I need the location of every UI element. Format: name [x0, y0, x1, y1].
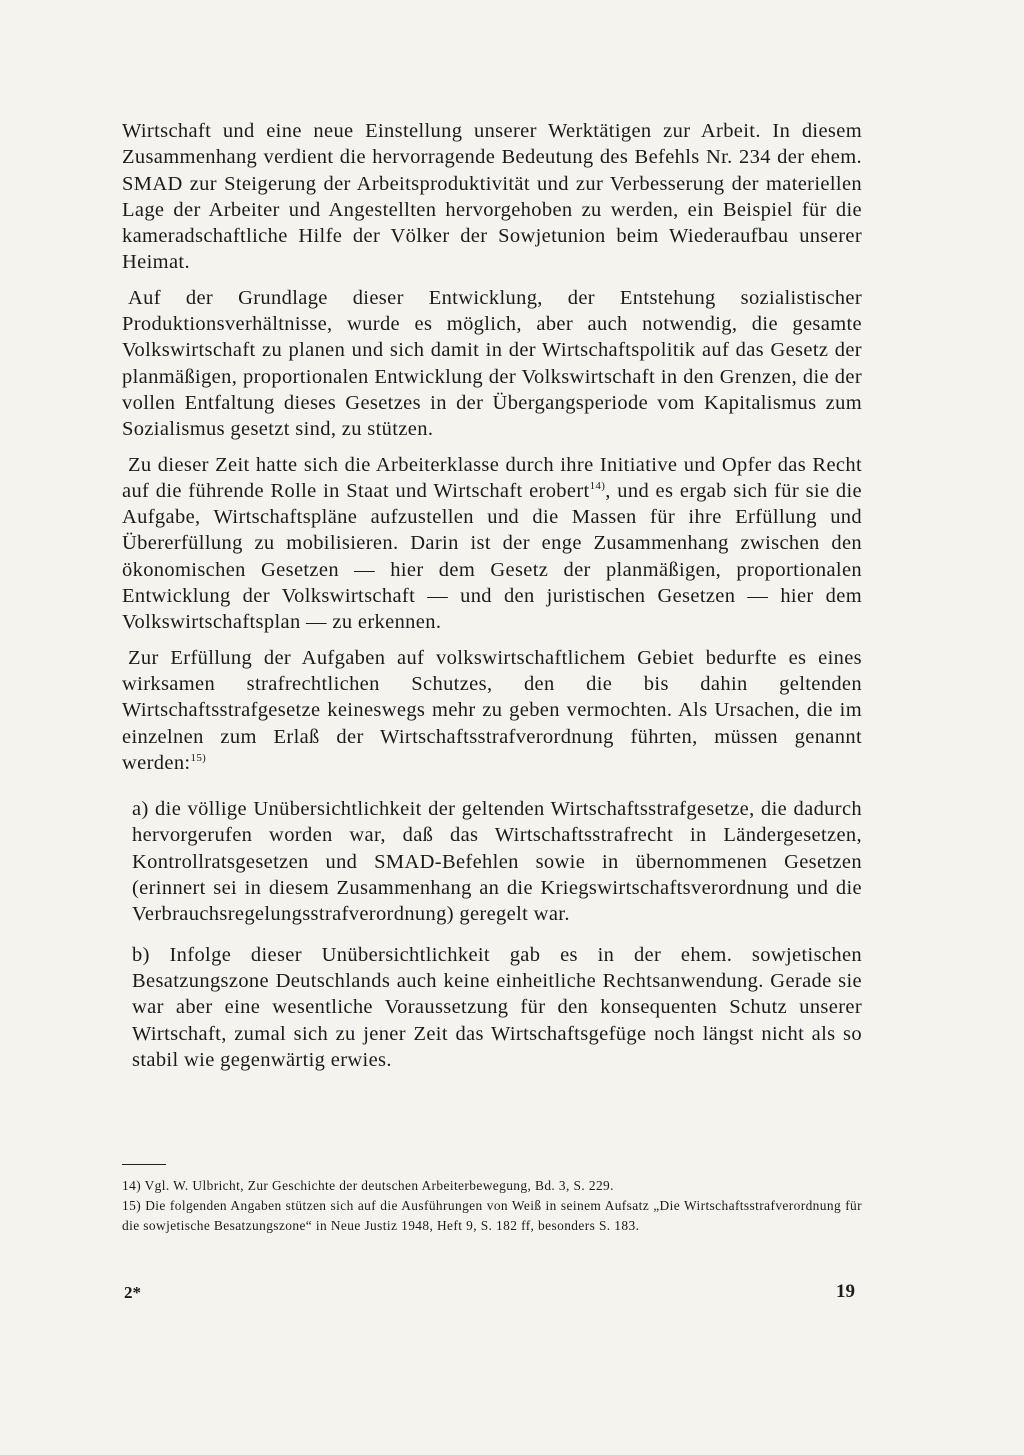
footnote-ref-14: 14)	[589, 480, 606, 493]
footnotes	[122, 1176, 862, 1236]
page-number: 19	[836, 1281, 855, 1302]
paragraph-1: Wirtschaft und eine neue Einstellung unserer Werktätigen zur Arbeit. In diesem Zusammenhang verdient die hervorragende Bedeutung des Befehls Nr. 234 der ehem. SMAD zur Steigerung der Arbeitsproduktivität und zur Verbesserung der materiellen Lage der Arbeiter und Angestellten hervorgehoben zu werden, ein Beispiel für die kameradschaftliche Hilfe der Völker der Sowjetunion beim Wiederaufbau unserer Heimat.	[122, 120, 862, 274]
footnote-mark: 14)	[122, 1178, 142, 1193]
signature-mark: 2*	[124, 1283, 141, 1302]
main-text	[122, 118, 862, 1087]
footnote-15	[122, 1196, 862, 1236]
paragraph-2: Auf der Grundlage dieser Entwicklung, der Entstehung sozialistischer Produktionsverhältnisse, wurde es möglich, aber auch notwendig, die gesamte Volkswirtschaft zu planen und sich damit in der Wirtschaftspolitik auf das Gesetz der planmäßigen, proportionalen Entwicklung der Volkswirtschaft in den Grenzen, die der vollen Entfaltung dieses Gesetzes in der Übergangsperiode vom Kapitalismus zum Sozialismus gesetzt sind, zu stützen.	[122, 286, 862, 441]
list-item-b: b) Infolge dieser Unübersichtlichkeit gab es in der ehem. sowjetischen Besatzungszone Deutschlands auch keine einheitliche Rechtsanwendung. Gerade sie war aber eine wesentliche Voraussetzung für den konsequenten Schutz unserer Wirtschaft, zumal sich zu jener Zeit das Wirtschaftsgefüge noch längst nicht als so stabil wie gegenwärtig erwies.	[132, 943, 862, 1071]
footnote-text: Vgl. W. Ulbricht, Zur Geschichte der deutschen Arbeiterbewegung, Bd. 3, S. 229.	[144, 1178, 614, 1193]
list-item-a: a) die völlige Unübersichtlichkeit der geltenden Wirtschaftsstrafgesetze, die dadurch hervorgerufen worden war, daß das Wirtschaftsstrafrecht in Ländergesetzen, Kontrollratsgesetzen und SMAD-Befehlen sowie in übernommenen Gesetzen (erinnert sei in diesem Zusammenhang an die Kriegswirtschaftsverordnung und die Verbrauchsregelungsstrafverordnung) geregelt war.	[132, 798, 862, 926]
footnote-separator	[122, 1164, 166, 1165]
footnote-ref-15: 15)	[190, 752, 207, 764]
paragraph-3	[122, 452, 862, 636]
footnote-mark: 15)	[122, 1198, 142, 1213]
enumerated-list	[122, 796, 862, 1073]
paragraph-3-text-start: Zu dieser Zeit hatte sich die Arbeiterklasse durch ihre Initiative und Opfer das Recht auf die führende Rolle in Staat und Wirtschaft erobert	[122, 453, 862, 502]
footnote-14	[122, 1176, 862, 1196]
paragraph-4	[122, 645, 862, 776]
footnote-text: Die folgenden Angaben stützen sich auf die Ausführungen von Weiß in seinem Aufsatz „Die Wirtschaftsstrafverordnung für die sowjetische Besatzungszone“ in Neue Justiz 1948, Heft 9, S. 182 ff, besonders S. 183.	[122, 1198, 863, 1233]
paragraph-3-text-end: , und es ergab sich für sie die Aufgabe, Wirtschaftspläne aufzustellen und die Massen für ihre Erfüllung und Übererfüllung zu mobilisieren. Darin ist der enge Zusammenhang zwischen den ökonomischen Gesetzen — hier dem Gesetz der planmäßigen, proportionalen Entwicklung der Volkswirtschaft — und den juristischen Gesetzen — hier dem Volkswirtschaftsplan — zu erkennen.	[122, 479, 862, 634]
paragraph-4-text: Zur Erfüllung der Aufgaben auf volkswirtschaftlichem Gebiet bedurfte es eines wirksamen strafrechtlichen Schutzes, den die bis dahin geltenden Wirtschaftsstrafgesetze keineswegs mehr zu geben vermochten. Als Ursachen, die im einzelnen zum Erlaß der Wirtschaftsstrafverordnung führten, müssen genannt werden:	[122, 646, 862, 774]
